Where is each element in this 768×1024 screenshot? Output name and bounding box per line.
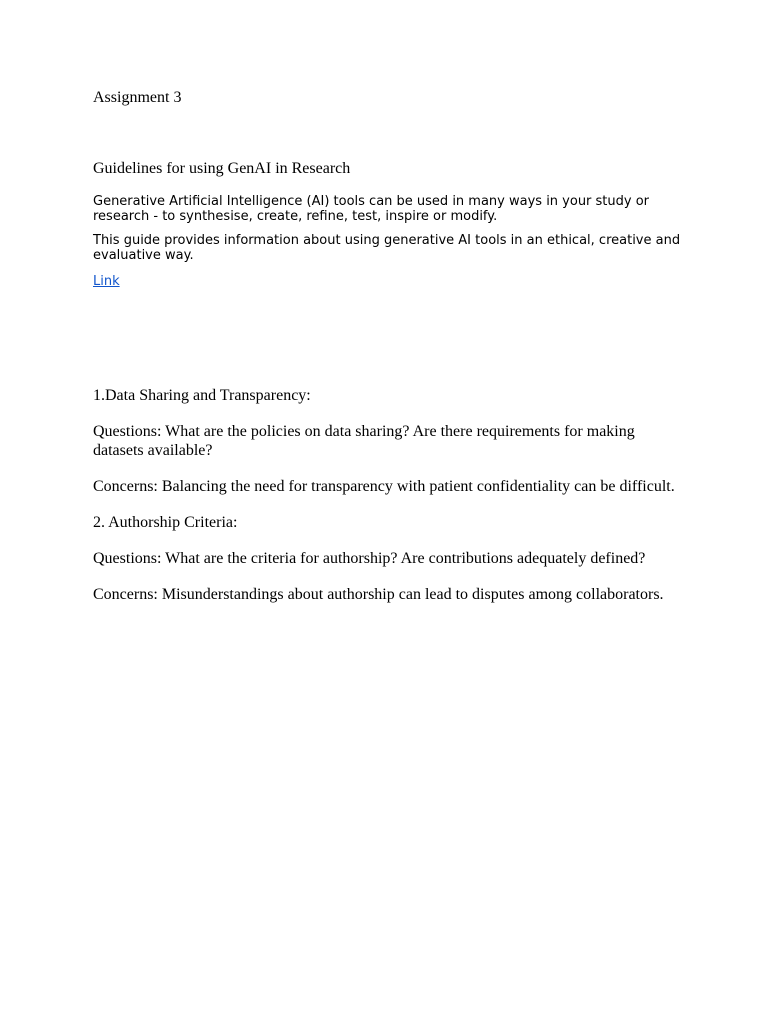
guide-link[interactable]: Link: [93, 274, 120, 289]
intro-paragraph-1: Generative Artificial Intelligence (AI) tools can be used in many ways in your study or research - to synthesise, create, refine, test, inspire or modify.: [93, 194, 650, 224]
sections-block: [93, 386, 683, 621]
section-2-heading: 2. Authorship Criteria:: [93, 514, 238, 531]
document-title: Assignment 3: [93, 89, 182, 106]
section-1-heading: 1.Data Sharing and Transparency:: [93, 387, 311, 404]
intro-paragraph-2: This guide provides information about using generative AI tools in an ethical, creative and evaluative way.: [93, 233, 681, 263]
section-2-questions: Questions: What are the criteria for authorship? Are contributions adequately defined?: [93, 550, 646, 567]
intro-block: [93, 194, 683, 290]
section-1-questions: Questions: What are the policies on data sharing? Are there requirements for making datasets available?: [93, 423, 635, 459]
guidelines-heading: Guidelines for using GenAI in Research: [93, 160, 351, 177]
section-2-concerns: Concerns: Misunderstandings about authorship can lead to disputes among collaborators.: [93, 586, 664, 603]
section-1-concerns: Concerns: Balancing the need for transparency with patient confidentiality can be difficult.: [93, 478, 675, 495]
